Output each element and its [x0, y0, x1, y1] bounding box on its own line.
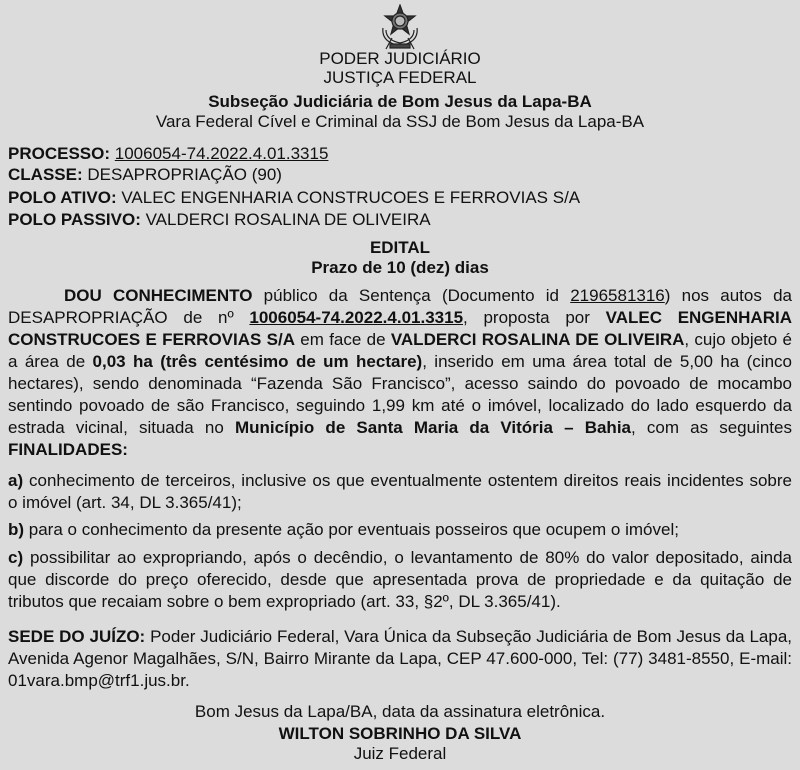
classe-line	[8, 164, 792, 186]
header-vara: Vara Federal Cível e Criminal da SSJ de Bom Jesus da Lapa-BA	[155, 112, 645, 131]
polo-ativo-line	[8, 187, 792, 209]
item-a-label: a)	[8, 471, 24, 490]
polo-ativo-label: POLO ATIVO:	[8, 188, 117, 207]
item-a	[8, 470, 792, 514]
signer-name: WILTON SOBRINHO DA SILVA	[278, 724, 522, 743]
signer-role: Juiz Federal	[353, 744, 447, 763]
polo-passivo-label: POLO PASSIVO:	[8, 210, 141, 229]
classe-value: DESAPROPRIAÇÃO (90)	[87, 165, 282, 184]
area-value: 0,03 ha (três centésimo de um hectare)	[92, 352, 423, 371]
header-subsecao: Subseção Judiciária de Bom Jesus da Lapa-BA	[208, 92, 592, 111]
item-b-text: para o conhecimento da presente ação por eventuais posseiros que ocupem o imóvel;	[24, 520, 679, 539]
municipio: Município de Santa Maria da Vitória – Bahia	[234, 418, 631, 437]
processo-label: PROCESSO:	[8, 144, 111, 163]
place-date: Bom Jesus da Lapa/BA, data da assinatura eletrônica.	[194, 702, 606, 721]
polo-ativo-value: VALEC ENGENHARIA CONSTRUCOES E FERROVIAS S/A	[121, 188, 581, 207]
item-b	[8, 519, 792, 541]
item-c	[8, 547, 792, 613]
p1-text-3: , proposta por	[463, 308, 606, 327]
brazil-coat-of-arms-icon	[378, 4, 422, 50]
polo-passivo-line	[8, 209, 792, 231]
item-a-text: conhecimento de terceiros, inclusive os que eventualmente ostentem direitos reais incidentes sobre o imóvel (art. 34, DL 3.365/41);	[8, 471, 792, 512]
sede-label: SEDE DO JUÍZO:	[8, 627, 146, 646]
document-id: 2196581316	[570, 286, 665, 305]
p1-text-4: em face de	[294, 330, 391, 349]
process-number-inline: 1006054-74.2022.4.01.3315	[249, 308, 464, 327]
sede-do-juizo	[8, 626, 792, 692]
edital-title: EDITAL	[369, 238, 431, 257]
p1-text-5: , cujo objeto é a área de	[8, 330, 792, 371]
processo-number: 1006054-74.2022.4.01.3315	[114, 144, 329, 163]
classe-label: CLASSE:	[8, 165, 83, 184]
p1-text-1: público da Sentença (Documento id	[252, 286, 571, 305]
sede-text: Poder Judiciário Federal, Vara Única da Subseção Judiciária de Bom Jesus da Lapa, Avenida Agenor Magalhães, S/N, Bairro Mirante da Lapa, CEP 47.600-000, Tel: (77) 3481-8550, E-mail: 01vara.bmp@trf1.jus.br.	[8, 627, 793, 690]
defendant-inline: VALDERCI ROSALINA DE OLIVEIRA	[390, 330, 685, 349]
header-line-1: PODER JUDICIÁRIO	[319, 49, 481, 68]
processo-line	[8, 143, 792, 165]
finalidades-label: FINALIDADES:	[8, 440, 128, 459]
dou-conhecimento: DOU CONHECIMENTO	[64, 286, 253, 305]
plaintiff-inline: VALEC ENGENHARIA CONSTRUCOES E FERROVIAS S/A	[8, 308, 792, 349]
item-b-label: b)	[8, 520, 25, 539]
item-c-text: possibilitar ao expropriando, após o decêndio, o levantamento de 80% do valor depositado, ainda que discorde do preço oferecido, desde que apresentada prova de propriedade e da quitação de tributos que recaiam sobre o bem expropriado (art. 33, §2º, DL 3.365/41).	[8, 548, 792, 611]
polo-passivo-value: VALDERCI ROSALINA DE OLIVEIRA	[145, 210, 431, 229]
p1-text-2: ) nos autos da DESAPROPRIAÇÃO de nº	[8, 286, 792, 327]
main-paragraph	[8, 285, 792, 461]
item-c-label: c)	[8, 548, 24, 567]
header-line-2: JUSTIÇA FEDERAL	[323, 68, 477, 87]
p1-text-6: , inserido em uma área total de 5,00 ha (cinco hectares), sendo denominada “Fazenda São Francisco”, acesso saindo do povoado de mocambo sentindo povoado de são Francisco, seguindo 1,99 km até o imóvel, localizado do lado esquerdo da estrada vicinal, situada no	[8, 352, 792, 437]
edital-prazo: Prazo de 10 (dez) dias	[311, 258, 489, 277]
p1-text-7: , com as seguintes	[631, 418, 792, 437]
